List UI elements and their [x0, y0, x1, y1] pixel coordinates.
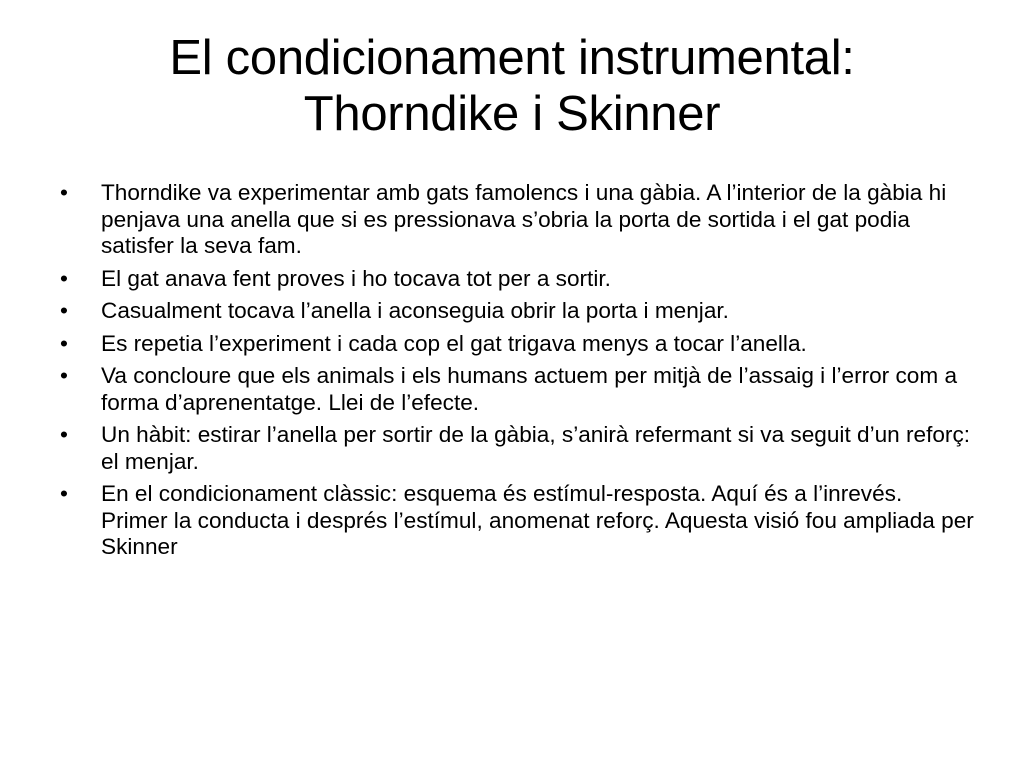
bullet-list: [55, 180, 975, 567]
bullet-text-1: Thorndike va experimentar amb gats famolencs i una gàbia. A l’interior de la gàbia hi penjava una anella que si es pressionava s’obria la porta de sortida i el gat podia satisfer la seva fam.: [101, 180, 947, 258]
bullet-item-7: [55, 481, 975, 561]
bullet-dot-icon: •: [60, 363, 68, 388]
bullet-dot-icon: •: [60, 180, 68, 205]
bullet-dot-icon: •: [60, 422, 68, 447]
slide-title-line-1: El condicionament instrumental:: [169, 31, 855, 85]
slide-title: [40, 30, 984, 142]
bullet-item-4: [55, 331, 975, 358]
bullet-dot-icon: •: [60, 330, 68, 356]
bullet-text-2: El gat anava fent proves i ho tocava tot per a sortir.: [101, 265, 611, 291]
bullet-text-3: Casualment tocava l’anella i aconseguia obrir la porta i menjar.: [101, 298, 729, 323]
bullet-dot-icon: •: [60, 298, 68, 323]
bullet-item-1: [55, 180, 975, 260]
bullet-text-4: Es repetia l’experiment i cada cop el gat trigava menys a tocar l’anella.: [101, 330, 807, 356]
bullet-item-6: [55, 422, 975, 475]
bullet-item-3: [55, 298, 975, 325]
bullet-text-7: En el condicionament clàssic: esquema és estímul-resposta. Aquí és a l’inrevés. Primer la conducta i després l’estímul, anomenat reforç. Aquesta visió fou ampliada per Skinner: [101, 481, 974, 559]
bullet-dot-icon: •: [60, 481, 68, 506]
bullet-item-5: [55, 363, 975, 416]
bullet-text-5: Va concloure que els animals i els humans actuem per mitjà de l’assaig i l’error com a forma d’aprenentatge. Llei de l’efecte.: [101, 363, 958, 415]
bullet-item-2: [55, 266, 975, 293]
slide-title-line-2: Thorndike i Skinner: [303, 87, 721, 141]
bullet-text-6: Un hàbit: estirar l’anella per sortir de la gàbia, s’anirà refermant si va seguit d’un reforç: el menjar.: [101, 422, 971, 474]
bullet-dot-icon: •: [60, 265, 68, 291]
